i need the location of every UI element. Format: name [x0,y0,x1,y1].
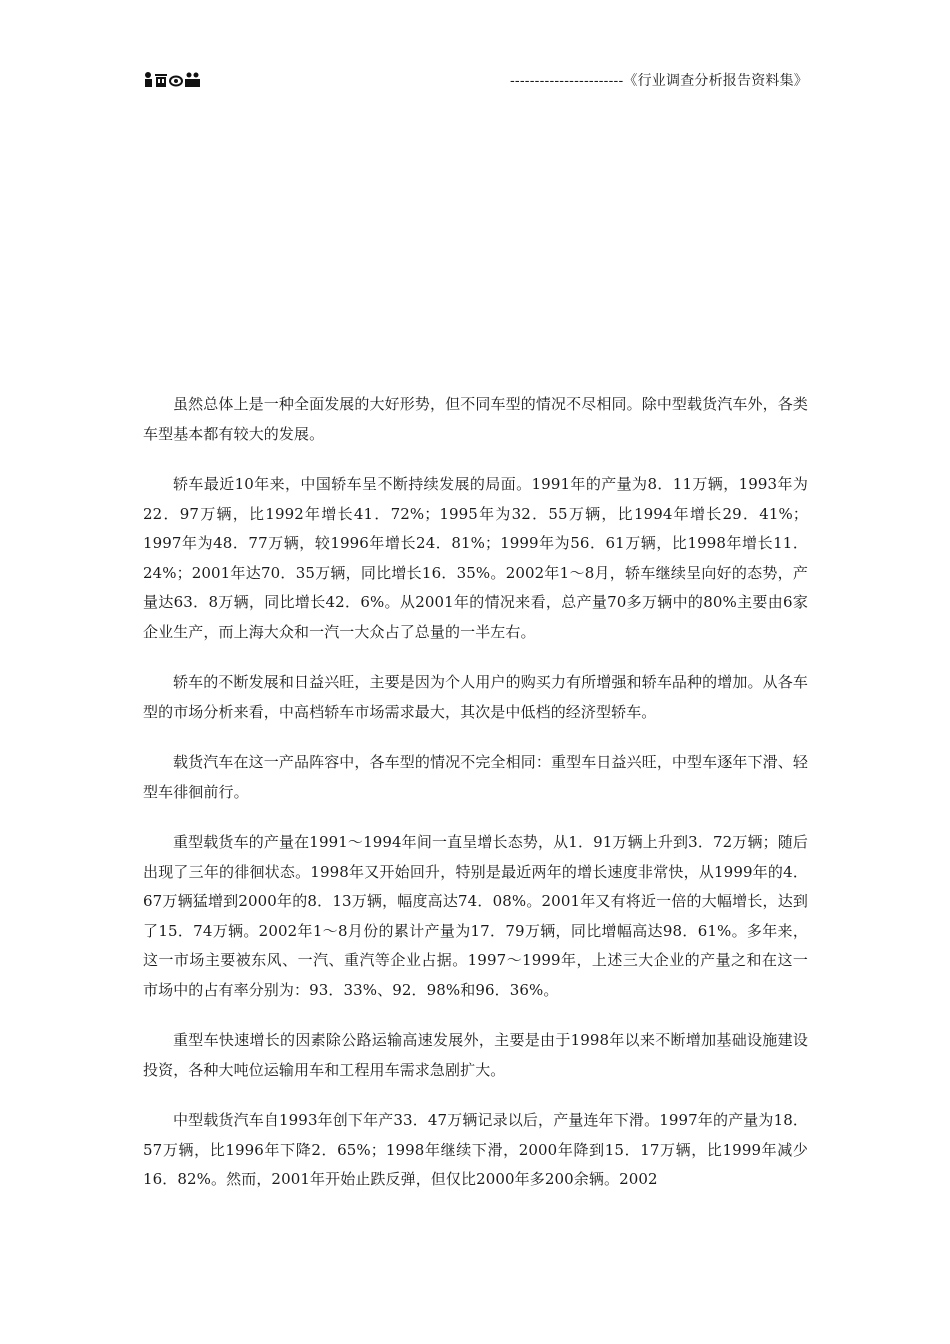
paragraph-sedan-demand: 轿车的不断发展和日益兴旺，主要是因为个人用户的购买力有所增强和轿车品种的增加。从各车型的市场分析来看，中高档轿车市场需求最大，其次是中低档的经济型轿车。 [143,673,808,721]
paragraph-vehicle-overview: 虽然总体上是一种全面发展的大好形势，但不同车型的情况不尽相同。除中型载货汽车外，各类车型基本都有较大的发展。 [143,395,808,443]
people-logo-icon [143,70,203,88]
page-header [143,68,808,92]
paragraph-truck-overview: 载货汽车在这一产品阵容中，各车型的情况不完全相同：重型车日益兴旺，中型车逐年下滑、轻型车徘徊前行。 [143,753,808,801]
paragraph-medium-truck-production: 中型载货汽车自1993年创下年产33．47万辆记录以后，产量连年下滑。1997年的产量为18．57万辆，比1996年下降2．65%；1998年继续下滑，2000年降到15．17万辆，比1999年减少16．82%。然而，2001年开始止跌反弹，但仅比2000年多200余辆。2002 [143,1111,808,1188]
paragraph-sedan-production: 轿车最近10年来，中国轿车呈不断持续发展的局面。1991年的产量为8．11万辆，1993年为22．97万辆，比1992年增长41．72%；1995年为32．55万辆，比1994年增长29．41%；1997年为48．77万辆，较1996年增长24．81%；1999年为56．61万辆，比1998年增长11．24%；2001年达70．35万辆，同比增长16．35%。2002年1～8月，轿车继续呈向好的态势，产量达63．8万辆，同比增长42．6%。从2001年的情况来看，总产量70多万辆中的80%主要由6家企业生产，而上海大众和一汽一大众占了总量的一半左右。 [143,475,808,641]
paragraph-heavy-truck-production: 重型载货车的产量在1991～1994年间一直呈增长态势，从1．91万辆上升到3．72万辆；随后出现了三年的徘徊状态。1998年又开始回升，特别是最近两年的增长速度非常快，从1999年的4．67万辆猛增到2000年的8．13万辆，幅度高达74．08%。2001年又有将近一倍的大幅增长，达到了15．74万辆。2002年1～8月份的累计产量为17．79万辆，同比增幅高达98．61%。多年来，这一市场主要被东风、一汽、重汽等企业占据。1997～1999年，上述三大企业的产量之和在这一市场中的占有率分别为：93．33%、92．98%和96．36%。 [143,833,808,999]
report-collection-title: -----------------------《行业调查分析报告资料集》 [510,73,808,89]
document-body [143,390,808,1216]
paragraph-heavy-truck-factors: 重型车快速增长的因素除公路运输高速发展外，主要是由于1998年以来不断增加基础设施建设投资，各种大吨位运输用车和工程用车需求急剧扩大。 [143,1031,808,1079]
